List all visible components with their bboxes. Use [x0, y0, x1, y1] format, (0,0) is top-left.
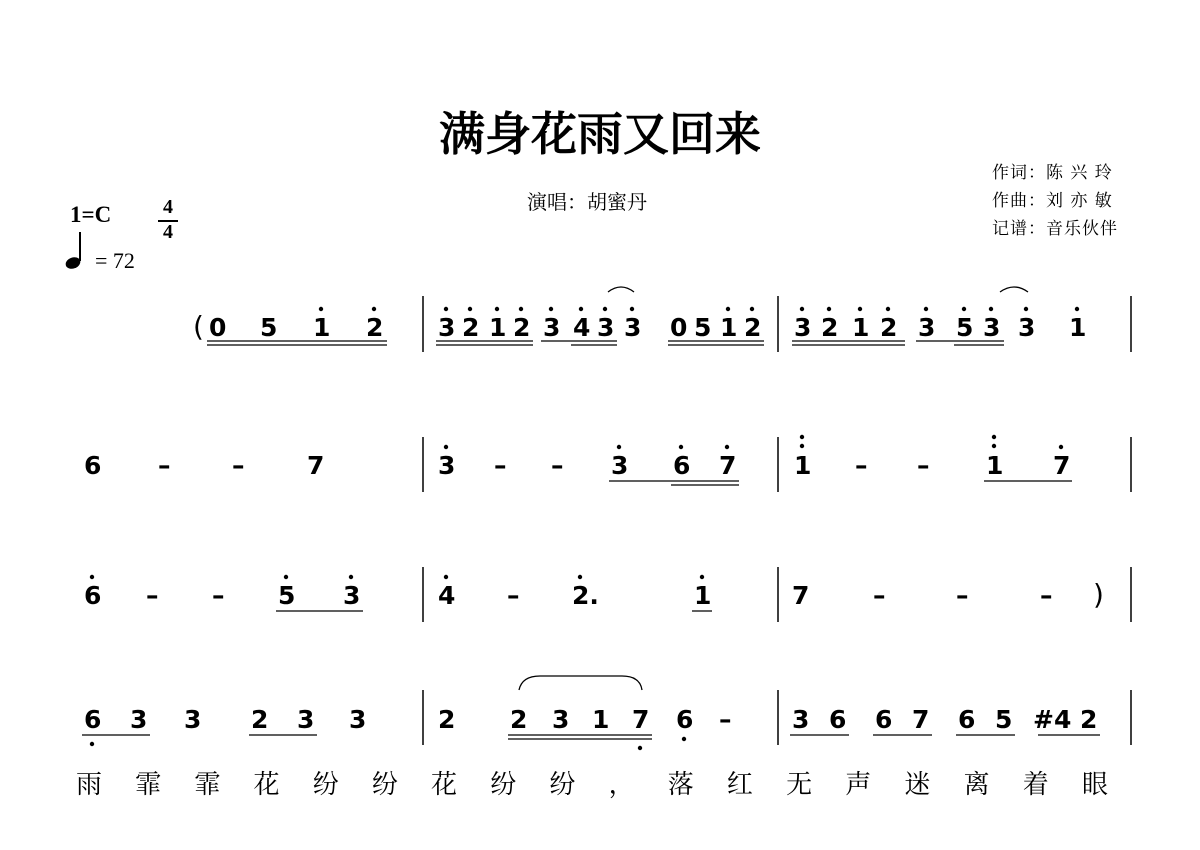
- note: 5: [260, 313, 278, 342]
- note: 1: [986, 451, 1004, 480]
- note: 3: [543, 313, 561, 342]
- time-signature-top: 4: [163, 196, 173, 218]
- octave-dots: [90, 575, 704, 579]
- note: –: [232, 451, 245, 480]
- note: 7: [719, 451, 737, 480]
- note: 1: [313, 313, 331, 342]
- note: 4: [573, 313, 591, 342]
- note: 0: [209, 313, 227, 342]
- note: 7: [1053, 451, 1071, 480]
- note: 4: [438, 581, 456, 610]
- note: 5: [694, 313, 712, 342]
- note: –: [956, 581, 969, 610]
- song-title: 满身花雨又回来: [439, 107, 761, 161]
- note: –: [494, 451, 507, 480]
- notation-row-1: [207, 287, 1086, 345]
- note: 5: [995, 705, 1013, 734]
- note: 0: [670, 313, 688, 342]
- note: 2: [251, 705, 269, 734]
- note: 6: [875, 705, 893, 734]
- note: 6: [829, 705, 847, 734]
- note: 2: [510, 705, 528, 734]
- note: 3: [343, 581, 361, 610]
- note: 6: [84, 581, 102, 610]
- note: 2: [1080, 705, 1098, 734]
- note: 7: [307, 451, 325, 480]
- note: 3: [349, 705, 367, 734]
- note: 1: [592, 705, 610, 734]
- note: 7: [632, 705, 650, 734]
- note: –: [719, 705, 732, 734]
- composer-credit: 作曲：刘 亦 敏: [992, 191, 1113, 211]
- note: 6: [673, 451, 691, 480]
- tempo-marking: = 72: [95, 248, 135, 273]
- note: 3: [130, 705, 148, 734]
- close-parenthesis: ): [1093, 578, 1104, 611]
- beam-underlines: [609, 481, 1072, 485]
- note: 3: [552, 705, 570, 734]
- note: 1: [720, 313, 738, 342]
- note: –: [917, 451, 930, 480]
- note: 3: [184, 705, 202, 734]
- note: 2: [462, 313, 480, 342]
- note: 1: [794, 451, 812, 480]
- beam-underlines: [207, 341, 1004, 345]
- note: 3: [611, 451, 629, 480]
- note: 2: [744, 313, 762, 342]
- note: 1: [1069, 313, 1087, 342]
- note: 3: [438, 313, 456, 342]
- note: 3: [983, 313, 1001, 342]
- note: 3: [597, 313, 615, 342]
- singer-credit: 演唱：胡蜜丹: [527, 190, 647, 214]
- octave-dots: [444, 435, 1063, 449]
- note: 2: [821, 313, 839, 342]
- note: 6: [676, 705, 694, 734]
- note: –: [1040, 581, 1053, 610]
- note: 1: [694, 581, 712, 610]
- transcriber-credit: 记谱：音乐伙伴: [992, 219, 1118, 239]
- note: #4: [1033, 705, 1072, 734]
- lyrics-line: 雨霏霏花纷纷花纷纷，落红无声迷离着眼: [76, 770, 1108, 800]
- note: 7: [792, 581, 810, 610]
- note: 3: [1018, 313, 1036, 342]
- notation-row-2: [84, 435, 1072, 485]
- note: 5: [956, 313, 974, 342]
- octave-dots: [319, 307, 1079, 311]
- note: 5: [278, 581, 296, 610]
- note: 3: [918, 313, 936, 342]
- note: 3: [792, 705, 810, 734]
- note: –: [212, 581, 225, 610]
- note: 2.: [572, 581, 599, 610]
- note: 3: [438, 451, 456, 480]
- note: 1: [852, 313, 870, 342]
- notation-row-3: [84, 575, 1053, 611]
- note: 2: [880, 313, 898, 342]
- slur: [608, 287, 634, 292]
- beam-underlines: [82, 735, 1100, 739]
- slur: [519, 676, 642, 690]
- note: –: [158, 451, 171, 480]
- time-signature-bottom: 4: [163, 221, 173, 243]
- note: –: [146, 581, 159, 610]
- lyricist-credit: 作词：陈 兴 玲: [992, 163, 1113, 183]
- open-parenthesis: (: [193, 310, 204, 343]
- note: –: [551, 451, 564, 480]
- note: 3: [624, 313, 642, 342]
- key-signature: 1=C: [70, 202, 112, 227]
- note: 3: [794, 313, 812, 342]
- note: 6: [958, 705, 976, 734]
- notation-row-4: [82, 676, 1100, 750]
- note: 3: [297, 705, 315, 734]
- note: –: [507, 581, 520, 610]
- note: –: [873, 581, 886, 610]
- note: 6: [84, 451, 102, 480]
- note: 7: [912, 705, 930, 734]
- note: 6: [84, 705, 102, 734]
- note: 1: [489, 313, 507, 342]
- note: 2: [513, 313, 531, 342]
- note: –: [855, 451, 868, 480]
- note: 2: [366, 313, 384, 342]
- slur: [1000, 287, 1028, 292]
- note: 2: [438, 705, 456, 734]
